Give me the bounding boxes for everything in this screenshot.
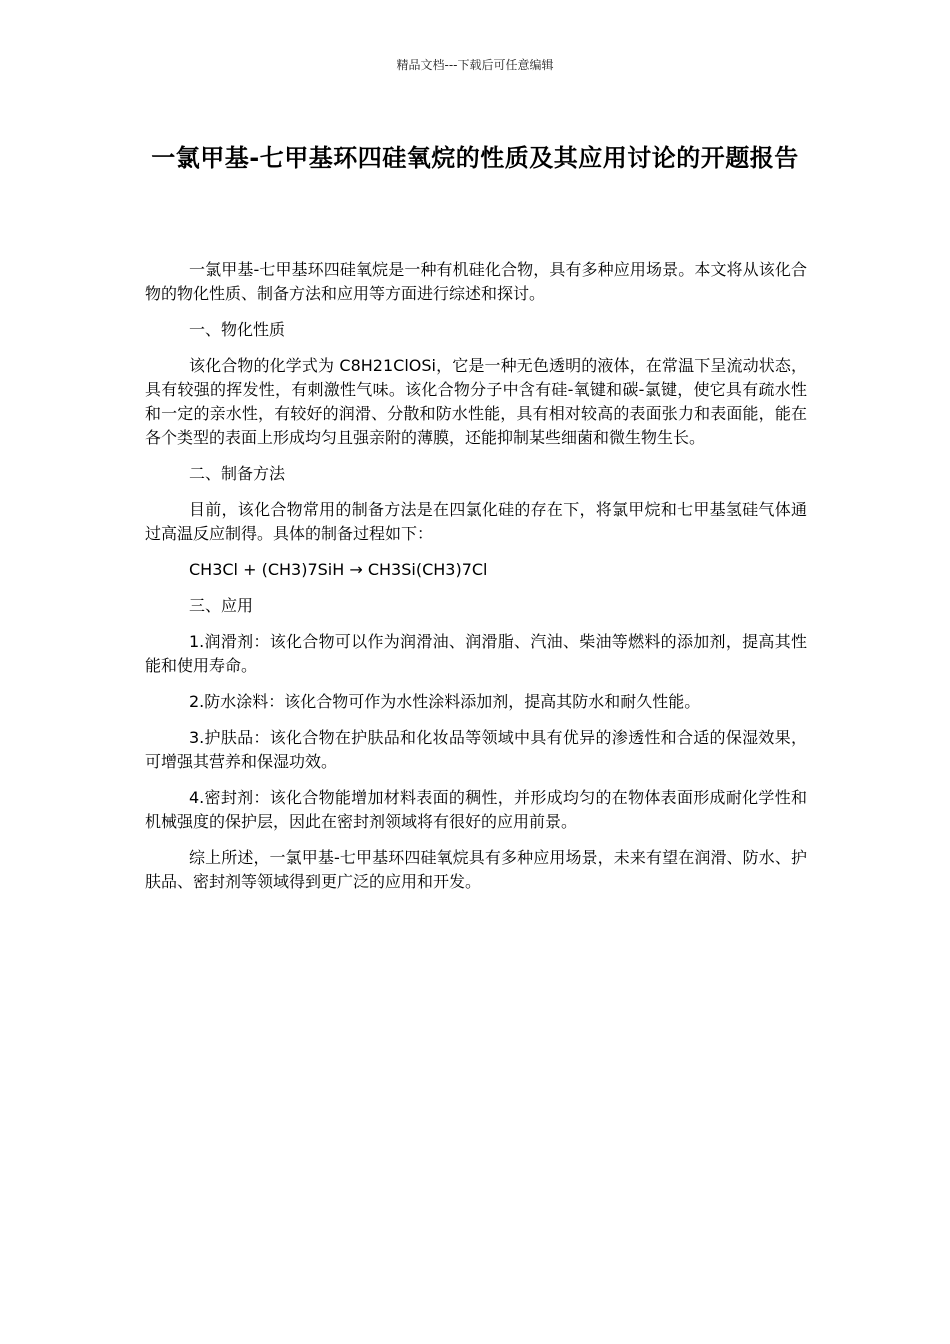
conclusion-paragraph: 综上所述，一氯甲基-七甲基环四硅氧烷具有多种应用场景，未来有望在润滑、防水、护肤品、密封剂等领域得到更广泛的应用和开发。 (145, 848, 807, 891)
application-item-lubricant: 1.润滑剂：该化合物可以作为润滑油、润滑脂、汽油、柴油等燃料的添加剂，提高其性能和使用寿命。 (145, 632, 807, 675)
intro-paragraph: 一氯甲基-七甲基环四硅氧烷是一种有机硅化合物，具有多种应用场景。本文将从该化合物的物化性质、制备方法和应用等方面进行综述和探讨。 (145, 260, 807, 303)
document-title: 一氯甲基-七甲基环四硅氧烷的性质及其应用讨论的开题报告 (151, 144, 799, 172)
application-item-waterproof-coating: 2.防水涂料：该化合物可作为水性涂料添加剂，提高其防水和耐久性能。 (189, 692, 701, 711)
application-item-skincare: 3.护肤品：该化合物在护肤品和化妆品等领域中具有优异的渗透性和合适的保湿效果，可增强其营养和保湿功效。 (145, 728, 807, 771)
section-heading-preparation: 二、制备方法 (189, 464, 286, 483)
properties-paragraph: 该化合物的化学式为 C8H21ClOSi，它是一种无色透明的液体，在常温下呈流动状态，具有较强的挥发性，有刺激性气味。该化合物分子中含有硅-氧键和碳-氯键，使它具有疏水性和一定的亲水性，有较好的润滑、分散和防水性能，具有相对较高的表面张力和表面能，能在各个类型的表面上形成均匀且强亲附的薄膜，还能抑制某些细菌和微生物生长。 (145, 356, 807, 447)
header-note: 精品文档---下载后可任意编辑 (396, 58, 554, 72)
reaction-formula: CH3Cl + (CH3)7SiH → CH3Si(CH3)7Cl (189, 560, 488, 579)
preparation-paragraph: 目前，该化合物常用的制备方法是在四氯化硅的存在下，将氯甲烷和七甲基氢硅气体通过高温反应制得。具体的制备过程如下： (145, 500, 807, 543)
document-body (145, 258, 807, 906)
section-heading-applications: 三、应用 (189, 596, 254, 615)
application-item-sealant: 4.密封剂：该化合物能增加材料表面的稠性，并形成均匀的在物体表面形成耐化学性和机械强度的保护层，因此在密封剂领域将有很好的应用前景。 (145, 788, 807, 831)
section-heading-properties: 一、物化性质 (189, 320, 286, 339)
